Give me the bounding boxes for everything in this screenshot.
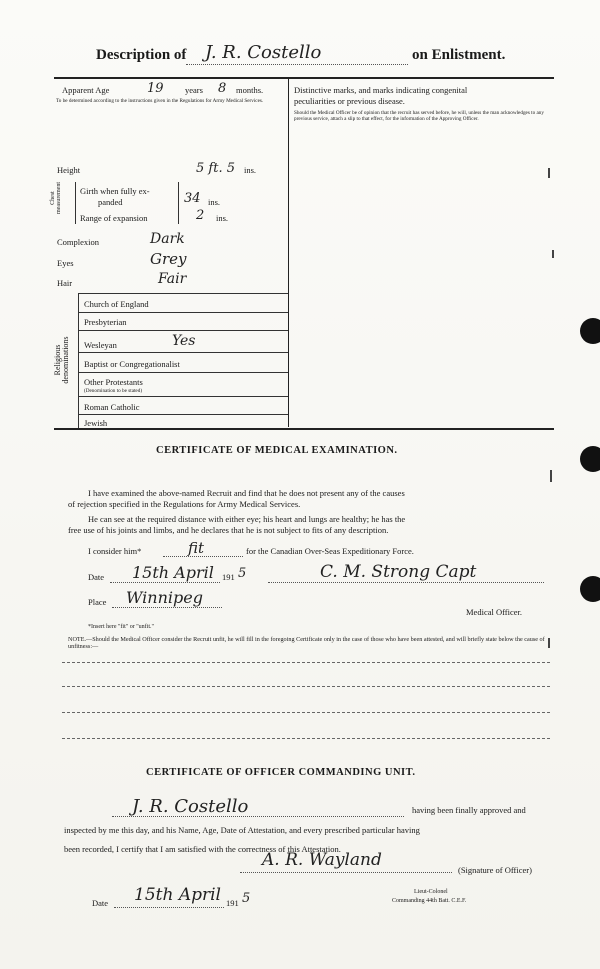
height-ins: ins.	[244, 165, 257, 175]
margin-mark	[548, 168, 550, 178]
officer-line2: inspected by me this day, and his Name, Age, Date of Attestation, and every prescribed particular having	[64, 825, 420, 835]
place-label: Place	[88, 597, 107, 607]
officer-year-label: 191	[226, 898, 239, 908]
age-years: 19	[147, 81, 164, 96]
medical-heading: CERTIFICATE OF MEDICAL EXAMINATION.	[156, 445, 398, 456]
religion-item: Baptist or Congregationalist	[84, 359, 180, 369]
medical-footnote-1: *Insert here "fit" or "unfit."	[88, 624, 154, 630]
eyes-label: Eyes	[57, 258, 74, 268]
consider-label: I consider him*	[88, 546, 142, 556]
consider-value: fit	[188, 539, 205, 557]
medical-para2-line1: He can see at the required distance with either eye; his heart and lungs are healthy; he has the	[88, 514, 406, 524]
girth-label-1: Girth when fully ex-	[80, 186, 150, 196]
religion-item: Wesleyan	[84, 340, 117, 350]
girth-ins: ins.	[208, 197, 221, 207]
officer-line1-rest: having been finally approved and	[412, 805, 526, 815]
margin-mark	[548, 638, 550, 648]
officer-signature-label: (Signature of Officer)	[458, 865, 532, 875]
range-value: 2	[196, 208, 205, 223]
chest-label: Chest measurement	[50, 182, 62, 214]
height-label: Height	[57, 165, 81, 175]
officer-signature: A. R. Wayland	[262, 850, 382, 870]
height-value: 5 ft. 5	[196, 161, 235, 176]
age-months: 8	[218, 81, 227, 96]
margin-mark	[550, 470, 552, 482]
months-label: months.	[236, 85, 264, 95]
girth-label-2: panded	[98, 197, 123, 207]
medical-year-label: 191	[222, 572, 235, 582]
complexion-value: Dark	[150, 231, 185, 247]
medical-date-label: Date	[88, 572, 105, 582]
religion-item: Jewish	[84, 418, 108, 428]
hair-value: Fair	[158, 271, 187, 287]
marks-label-1: Distinctive marks, and marks indicating congenital	[294, 85, 468, 95]
margin-mark	[552, 250, 554, 258]
punch-hole	[580, 446, 600, 472]
header-prefix: Description of	[96, 47, 187, 63]
religion-heading: Religious denominations	[53, 336, 70, 384]
girth-value: 34	[184, 191, 201, 206]
marks-label-2: peculiarities or previous disease.	[294, 96, 405, 106]
religion-item: Church of England	[84, 299, 149, 309]
medical-signature: C. M. Strong Capt	[320, 562, 477, 582]
religion-item: Roman Catholic	[84, 402, 140, 412]
officer-rank-2: Commanding 44th Batt. C.E.F.	[392, 898, 467, 904]
marks-note: Should the Medical Officer be of opinion that the recruit has served before, he will, unless the man acknowledges to any previous service, attach a slip to that effect, for the information of the Approving Officer.	[294, 110, 544, 122]
age-note: To be determined according to the instructions given in the Regulations for Army Medical Services.	[56, 98, 264, 104]
range-ins: ins.	[216, 213, 229, 223]
religion-item: Presbyterian	[84, 317, 127, 327]
punch-hole	[580, 318, 600, 344]
officer-date-label: Date	[92, 898, 109, 908]
officer-line3: been recorded, I certify that I am satisfied with the correctness of this Attestation.	[64, 844, 341, 854]
officer-date-value: 15th April	[134, 885, 221, 905]
apparent-age-label: Apparent Age	[62, 85, 110, 95]
religion-mark: Yes	[172, 333, 196, 349]
range-label: Range of expansion	[80, 213, 148, 223]
medical-date-value: 15th April	[132, 563, 214, 582]
officer-heading: CERTIFICATE OF OFFICER COMMANDING UNIT.	[146, 767, 416, 778]
complexion-label: Complexion	[57, 237, 100, 247]
medical-para2-line2: free use of his joints and limbs, and he declares that he is not subject to fits of any description.	[68, 525, 389, 535]
medical-officer-label: Medical Officer.	[466, 607, 523, 617]
place-value: Winnipeg	[126, 588, 203, 607]
officer-year-value: 5	[242, 891, 251, 906]
medical-year-value: 5	[238, 566, 247, 581]
eyes-value: Grey	[150, 250, 187, 268]
years-label: years	[185, 85, 203, 95]
religion-item: Other Protestants	[84, 377, 143, 387]
header-suffix: on Enlistment.	[412, 47, 506, 63]
medical-para1-line1: I have examined the above-named Recruit and find that he does not present any of the causes	[88, 488, 405, 498]
officer-recruit-name: J. R. Costello	[132, 796, 249, 817]
other-protestants-note: (Denomination to be stated)	[84, 388, 143, 394]
medical-para1-line2: of rejection specified in the Regulations for Army Medical Services.	[68, 499, 301, 509]
officer-rank-1: Lieut-Colonel	[414, 889, 448, 895]
medical-footnote-2: NOTE.—Should the Medical Officer consider the Recruit unfit, he will fill in the foregoing Certificate only in the case of those who have been attested, and will briefly state below the cause of unfitness:—	[68, 636, 545, 651]
header-name: J. R. Costello	[205, 42, 322, 63]
punch-hole	[580, 576, 600, 602]
force-label: for the Canadian Over-Seas Expeditionary Force.	[246, 546, 414, 556]
hair-label: Hair	[57, 278, 73, 288]
